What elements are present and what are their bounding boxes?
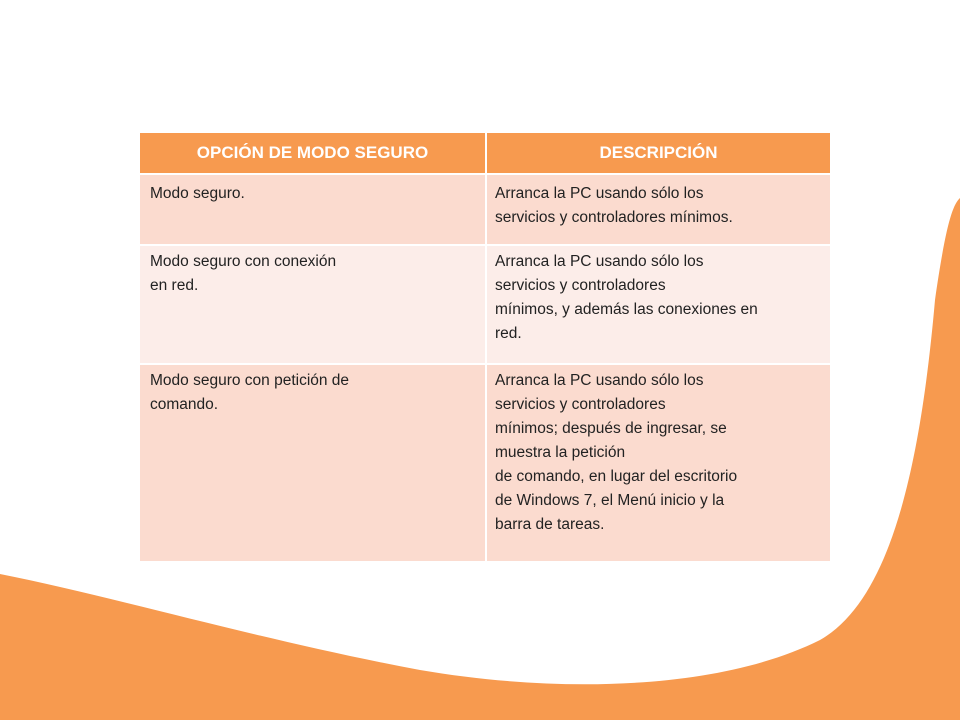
description-line: servicios y controladores mínimos. [495, 209, 733, 226]
option-text: Modo seguro con conexión [150, 253, 337, 270]
description-line: Arranca la PC usando sólo los [495, 253, 704, 270]
header-description: DESCRIPCIÓN [486, 133, 830, 174]
option-text: Modo seguro. [150, 185, 245, 202]
table-row [140, 364, 830, 561]
description-line: servicios y controladores [495, 396, 666, 413]
description-line: de Windows 7, el Menú inicio y la [495, 492, 725, 509]
safe-mode-options-table [140, 133, 830, 561]
description-line: servicios y controladores [495, 277, 666, 294]
description-line: de comando, en lugar del escritorio [495, 468, 738, 485]
table-row [140, 245, 830, 364]
description-cell [486, 174, 830, 245]
header-option: OPCIÓN DE MODO SEGURO [140, 133, 486, 174]
option-cell [140, 364, 486, 561]
option-cell [140, 174, 486, 245]
description-line: red. [495, 325, 522, 342]
option-text: comando. [150, 396, 219, 413]
description-line: mínimos; después de ingresar, se [495, 420, 727, 437]
option-text: Modo seguro con petición de [150, 372, 350, 389]
description-line: muestra la petición [495, 444, 626, 461]
description-line: barra de tareas. [495, 516, 605, 533]
description-cell [486, 364, 830, 561]
table-row [140, 174, 830, 245]
description-line: Arranca la PC usando sólo los [495, 185, 704, 202]
description-line: mínimos, y además las conexiones en [495, 301, 758, 318]
option-cell [140, 245, 486, 364]
description-line: Arranca la PC usando sólo los [495, 372, 704, 389]
table-header-row [140, 133, 830, 174]
option-text: en red. [150, 277, 199, 294]
description-cell [486, 245, 830, 364]
